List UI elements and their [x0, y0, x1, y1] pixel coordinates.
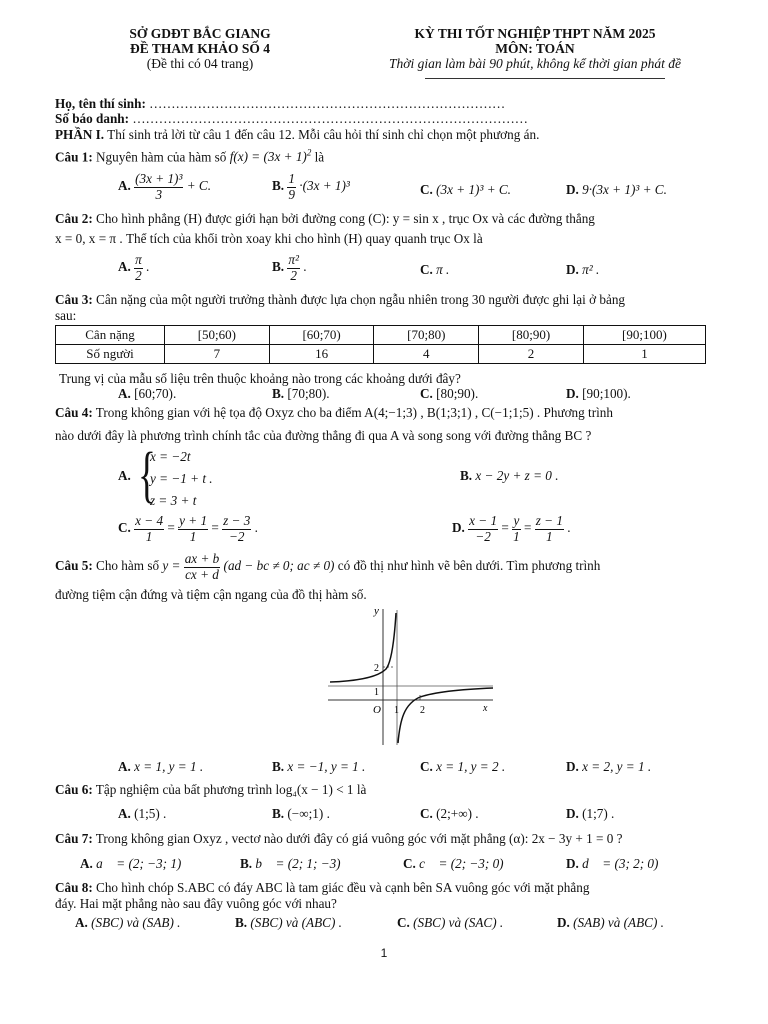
q7-text: Trong không gian Oxyz , vectơ nào dưới đây có giá vuông góc với mặt phẳng (α): 2x − 3y + 1 = 0 ?	[95, 831, 623, 846]
q4-text1: Trong không gian với hệ tọa độ Oxyz cho ba điểm A(4;−1;3) , B(1;3;1) , C(−1;1;5) . Phương trình	[95, 405, 613, 420]
curve-right-branch	[398, 688, 493, 743]
subject: MÔN: TOÁN	[495, 41, 575, 56]
q2-stem-line2: x = 0, x = π . Thể tích của khối tròn xoay khi cho hình (H) quay quanh trục Ox là	[55, 231, 483, 246]
page-count-note: (Đề thi có 04 trang)	[146, 56, 254, 71]
q6-option-a[interactable]: A. (1;5) .	[118, 806, 167, 821]
q1-b-fraction: $\frac{1}{9}$	[288, 171, 295, 202]
q1-a-fraction: $\frac{\text{(3x + 1)³}}{3}$	[135, 171, 183, 202]
q3-text1: Cân nặng của một người trưởng thành được lựa chọn ngẫu nhiên trong 30 người được ghi lại ở bảng	[96, 292, 626, 307]
exam-code: ĐỀ THAM KHẢO SỐ 4	[129, 41, 271, 56]
q5-option-a[interactable]: A. x = 1, y = 1 .	[118, 759, 204, 774]
q1-label: Câu 1:	[55, 149, 93, 165]
student-id-row	[55, 111, 528, 128]
q6-option-c[interactable]: C. (2;+∞) .	[420, 806, 479, 821]
q5-stem-line2: đường tiệm cận đứng và tiệm cận ngang của đồ thị hàm số.	[55, 587, 367, 602]
q4-option-b[interactable]: B. x − 2y + z = 0 .	[460, 468, 559, 483]
exam-header	[360, 26, 710, 71]
time-note: Thời gian làm bài 90 phút, không kể thời gian phát đề	[389, 56, 681, 71]
q4-option-c[interactable]: C. $\frac{x - 4}{1}$ = $\frac{y + 1}{1}$ = $\frac{z - 3}{-2}$ .	[118, 513, 258, 544]
page-number: 1	[380, 946, 388, 960]
q1-option-a[interactable]: A. $\frac{\text{(3x + 1)³}}{3}$ + C.	[118, 171, 211, 202]
q1-text: Nguyên hàm của hàm số	[96, 149, 227, 165]
table-cell: 2	[479, 345, 584, 364]
q5-option-c[interactable]: C. x = 1, y = 2 .	[420, 759, 506, 774]
q2-option-a[interactable]: A. $\frac{\pi}{2}$ .	[118, 252, 150, 283]
q8-option-d[interactable]: D. (SAB) và (ABC) .	[557, 915, 664, 930]
table-cell: 1	[583, 345, 705, 364]
q7-stem	[55, 831, 623, 848]
q6-option-b[interactable]: B. (−∞;1) .	[272, 806, 330, 821]
student-id-dots: ………………………………………………………………………………	[132, 111, 528, 126]
table-row	[56, 345, 706, 364]
q5-stem-line1: Câu 5: Cho hàm số y = $\frac{ax + b}{cx + d}$ (ad − bc ≠ 0; ac ≠ 0) có đồ thị như hình vẽ bên dưới. Tìm phương trình	[55, 551, 601, 582]
q5-function-fraction: $\frac{ax + b}{cx + d}$	[184, 551, 220, 582]
q7-label: Câu 7:	[55, 831, 93, 846]
q7-option-c[interactable]: C. c⃗ = (2; −3; 0)	[403, 856, 504, 871]
q5-function-graph	[328, 605, 498, 750]
q8-option-a[interactable]: A. (SBC) và (SAB) .	[75, 915, 181, 930]
y-axis-label: y	[374, 605, 379, 617]
q8-option-c[interactable]: C. (SBC) và (SAC) .	[397, 915, 504, 930]
y-tick-1: 1	[374, 687, 379, 698]
table-cell: [80;90)	[479, 326, 584, 345]
q3-stem-line1	[55, 292, 625, 309]
q1-option-b[interactable]: B. $\frac{1}{9}$ ·(3x + 1)³	[272, 171, 350, 202]
q5-option-b[interactable]: B. x = −1, y = 1 .	[272, 759, 366, 774]
q8-option-b[interactable]: B. (SBC) và (ABC) .	[235, 915, 342, 930]
q3-option-d[interactable]: D. [90;100).	[566, 386, 631, 401]
x-axis-label: x	[483, 703, 488, 714]
q3-option-b[interactable]: B. [70;80).	[272, 386, 330, 401]
exam-title: KỲ THI TỐT NGHIỆP THPT NĂM 2025	[414, 26, 656, 41]
q8-text1: Cho hình chóp S.ABC có đáy ABC là tam giác đều và cạnh bên SA vuông góc với mặt phẳng	[96, 880, 590, 895]
q6-option-d[interactable]: D. (1;7) .	[566, 806, 615, 821]
q4-a-system: x = −2t y = −1 + t . z = 3 + t	[150, 449, 213, 508]
q3-label: Câu 3:	[55, 292, 93, 307]
table-cell: [90;100)	[583, 326, 705, 345]
q2-option-c[interactable]: C. π .	[420, 262, 450, 277]
q3-option-a[interactable]: A. [60;70).	[118, 386, 177, 401]
q4-option-d[interactable]: D. $\frac{x - 1}{-2}$ = $\frac{y}{1}$ = $\frac{z - 1}{1}$ .	[452, 513, 571, 544]
part1-title: PHẦN I.	[55, 127, 105, 142]
y-tick-2: 2	[374, 663, 379, 674]
q6-text: Tập nghiệm của bất phương trình log₄(x − 1) < 1 là	[95, 782, 367, 797]
q8-stem-line2: đáy. Hai mặt phẳng nào sau đây vuông góc với nhau?	[55, 896, 337, 911]
table-row	[56, 326, 706, 345]
curve-left-branch	[330, 613, 396, 682]
q5-option-d[interactable]: D. x = 2, y = 1 .	[566, 759, 652, 774]
header-divider	[425, 78, 665, 79]
q3-question: Trung vị của mẫu số liệu trên thuộc khoảng nào trong các khoảng dưới đây?	[59, 371, 461, 386]
q2-option-d[interactable]: D. π² .	[566, 262, 600, 277]
table-cell: 16	[269, 345, 374, 364]
table-cell: 4	[374, 345, 479, 364]
q6-stem	[55, 782, 366, 799]
student-id-label: Số báo danh:	[55, 111, 130, 126]
part1-instructions	[55, 127, 539, 144]
q1-option-d[interactable]: D. 9·(3x + 1)³ + C.	[566, 182, 667, 197]
table-cell: 7	[165, 345, 270, 364]
q1-tail: là	[314, 149, 325, 165]
q3-option-c[interactable]: C. [80;90).	[420, 386, 479, 401]
school-header	[60, 26, 340, 71]
q5-label: Câu 5:	[55, 558, 93, 574]
q1-option-c[interactable]: C. (3x + 1)³ + C.	[420, 182, 511, 197]
table-cell: Cân nặng	[56, 326, 165, 345]
q2-option-b[interactable]: B. $\frac{\text{π²}}{2}$ .	[272, 252, 307, 283]
q8-stem-line1	[55, 880, 589, 897]
q7-option-d[interactable]: D. d⃗ = (3; 2; 0)	[566, 856, 659, 871]
q3-frequency-table	[55, 325, 706, 364]
q4-stem-line2: nào dưới đây là phương trình chính tắc của đường thẳng đi qua A và song song với đường thẳng BC ?	[55, 428, 592, 443]
q8-label: Câu 8:	[55, 880, 93, 895]
q7-option-a[interactable]: A. a⃗ = (2; −3; 1)	[80, 856, 182, 871]
q2-stem-line1	[55, 211, 595, 228]
q4-stem-line1	[55, 405, 613, 422]
q2-text1: Cho hình phẳng (H) được giới hạn bởi đường cong (C): y = sin x , trục Ox và các đường thẳng	[96, 211, 595, 226]
student-name-label: Họ, tên thí sinh:	[55, 96, 146, 111]
table-cell: [60;70)	[269, 326, 374, 345]
q1-function: $f(x) = (3x + 1)^2$	[229, 148, 312, 165]
q6-label: Câu 6:	[55, 782, 93, 797]
q4-label: Câu 4:	[55, 405, 93, 420]
table-cell: [50;60)	[165, 326, 270, 345]
department-name: SỞ GDĐT BẮC GIANG	[129, 26, 271, 41]
x-tick-2: 2	[420, 705, 425, 716]
x-tick-1: 1	[394, 705, 399, 716]
q3-stem-line2: sau:	[55, 308, 77, 323]
origin-label: O	[373, 704, 381, 716]
table-cell: Số người	[56, 345, 165, 364]
system-brace: {	[137, 441, 156, 509]
q7-option-b[interactable]: B. b⃗ = (2; 1; −3)	[240, 856, 341, 871]
q2-label: Câu 2:	[55, 211, 93, 226]
table-cell: [70;80)	[374, 326, 479, 345]
q1-stem	[55, 148, 324, 166]
student-name-dots: ………………………………………………………………………	[149, 96, 506, 111]
part1-text: Thí sinh trả lời từ câu 1 đến câu 12. Mỗi câu hỏi thí sinh chỉ chọn một phương án.	[107, 127, 540, 142]
